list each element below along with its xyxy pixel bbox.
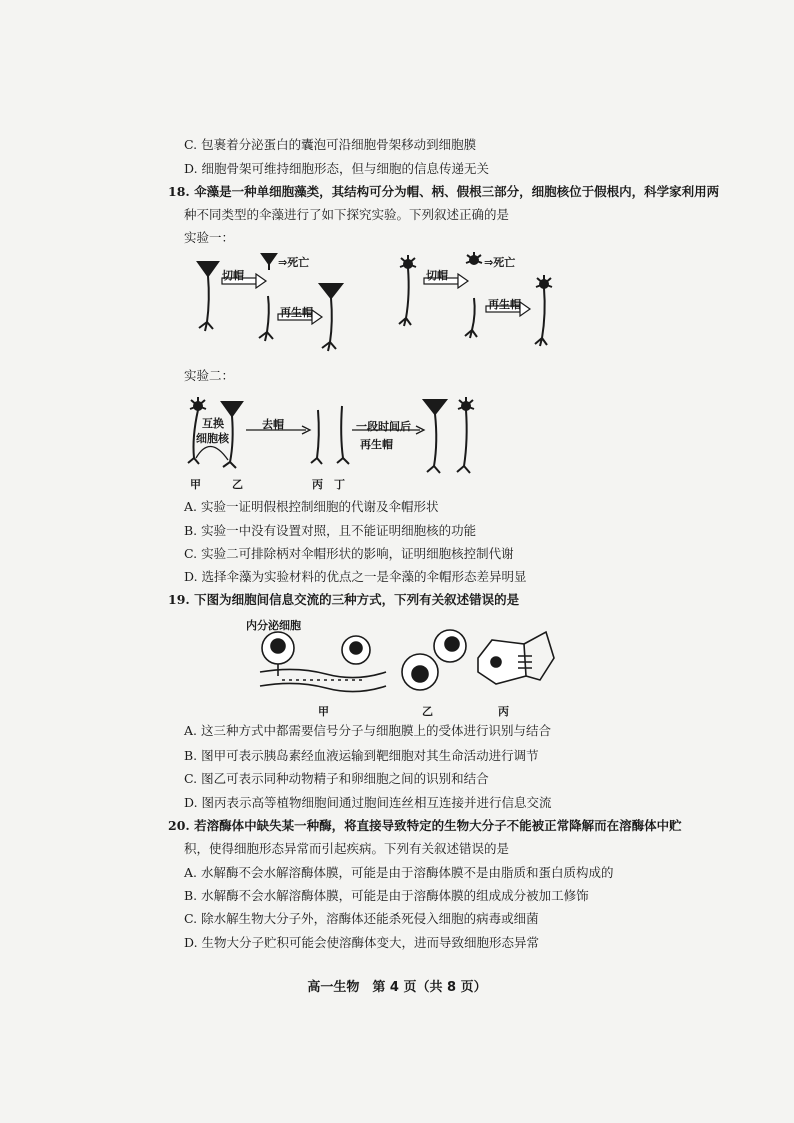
exp2-regrow-label: 再生帽 [360,438,393,451]
q18-option-b: B. 实验一中没有设置对照，且不能证明细胞核的功能 [184,523,477,538]
q19-option-c: C. 图乙可表示同种动物精子和卵细胞之间的识别和结合 [184,771,489,786]
q18-stem-line2: 种不同类型的伞藻进行了如下探究实验。下列叙述正确的是 [184,207,510,222]
q20-option-c: C. 除水解生物大分子外，溶酶体还能杀死侵入细胞的病毒或细菌 [184,911,539,926]
exp2-swap-label-1: 互换 [202,417,224,430]
exp2-label-bing: 丙 [312,478,323,491]
q18-exp2-title: 实验二： [184,368,235,383]
q18-option-d: D. 选择伞藻为实验材料的优点之一是伞藻的伞帽形态差异明显 [184,569,527,584]
q19-option-b: B. 图甲可表示胰岛素经血液运输到靶细胞对其生命活动进行调节 [184,748,539,763]
exp1-death-label-2: ⇒死亡 [484,256,516,269]
q20-option-b: B. 水解酶不会水解溶酶体膜，可能是由于溶酶体膜的组成成分被加工修饰 [184,888,589,903]
q19-option-d: D. 图丙表示高等植物细胞间通过胞间连丝相互连接并进行信息交流 [184,795,552,810]
fig19-label-bing: 丙 [498,705,509,718]
page-footer: 高一生物 第 4 页（共 8 页） [307,980,487,995]
exp2-after-time-label: 一段时间后 [356,420,411,433]
q18-exp1-title: 实验一： [184,230,235,245]
exp2-label-jia: 甲 [190,478,201,491]
exp2-remove-cap-label: 去帽 [262,418,284,431]
q18-option-a: A. 实验一证明假根控制细胞的代谢及伞帽形状 [184,499,439,514]
exp2-swap-label-2: 细胞核 [196,432,229,445]
exp1-regrow-label-2: 再生帽 [488,298,521,311]
exp1-cut-cap-label-1: 切帽 [222,269,244,282]
cell-communication-figure [256,628,556,700]
q18-option-c: C. 实验二可排除柄对伞帽形状的影响，证明细胞核控制代谢 [184,546,514,561]
q17-option-c: C. 包裹着分泌蛋白的囊泡可沿细胞骨架移动到细胞膜 [184,137,477,152]
q20-option-a: A. 水解酶不会水解溶酶体膜，可能是由于溶酶体膜不是由脂质和蛋白质构成的 [184,865,614,880]
q19-stem: 19. 下图为细胞间信息交流的三种方式，下列有关叙述错误的是 [168,592,520,607]
q20-option-d: D. 生物大分子贮积可能会使溶酶体变大，进而导致细胞形态异常 [184,935,540,950]
q20-stem-line2: 积，使得细胞形态异常而引起疾病。下列有关叙述错误的是 [184,841,510,856]
exp1-death-label-1: ⇒死亡 [278,256,310,269]
exp1-cut-cap-label-2: 切帽 [426,269,448,282]
exp1-regrow-label-1: 再生帽 [280,306,313,319]
q19-option-a: A. 这三种方式中都需要信号分子与细胞膜上的受体进行识别与结合 [184,723,551,738]
exp2-label-yi: 乙 [232,478,243,491]
q17-option-d: D. 细胞骨架可维持细胞形态，但与细胞的信息传递无关 [184,161,490,176]
q20-stem-line1: 20. 若溶酶体中缺失某一种酶，将直接导致特定的生物大分子不能被正常降解而在溶酶体中贮 [168,818,682,833]
q18-stem-line1: 18. 伞藻是一种单细胞藻类，其结构可分为帽、柄、假根三部分，细胞核位于假根内，科学家利用两 [168,184,720,199]
exp2-label-ding: 丁 [334,478,345,491]
endocrine-cell-label: 内分泌细胞 [246,619,301,632]
fig19-label-jia: 甲 [318,705,329,718]
fig19-label-yi: 乙 [422,705,433,718]
